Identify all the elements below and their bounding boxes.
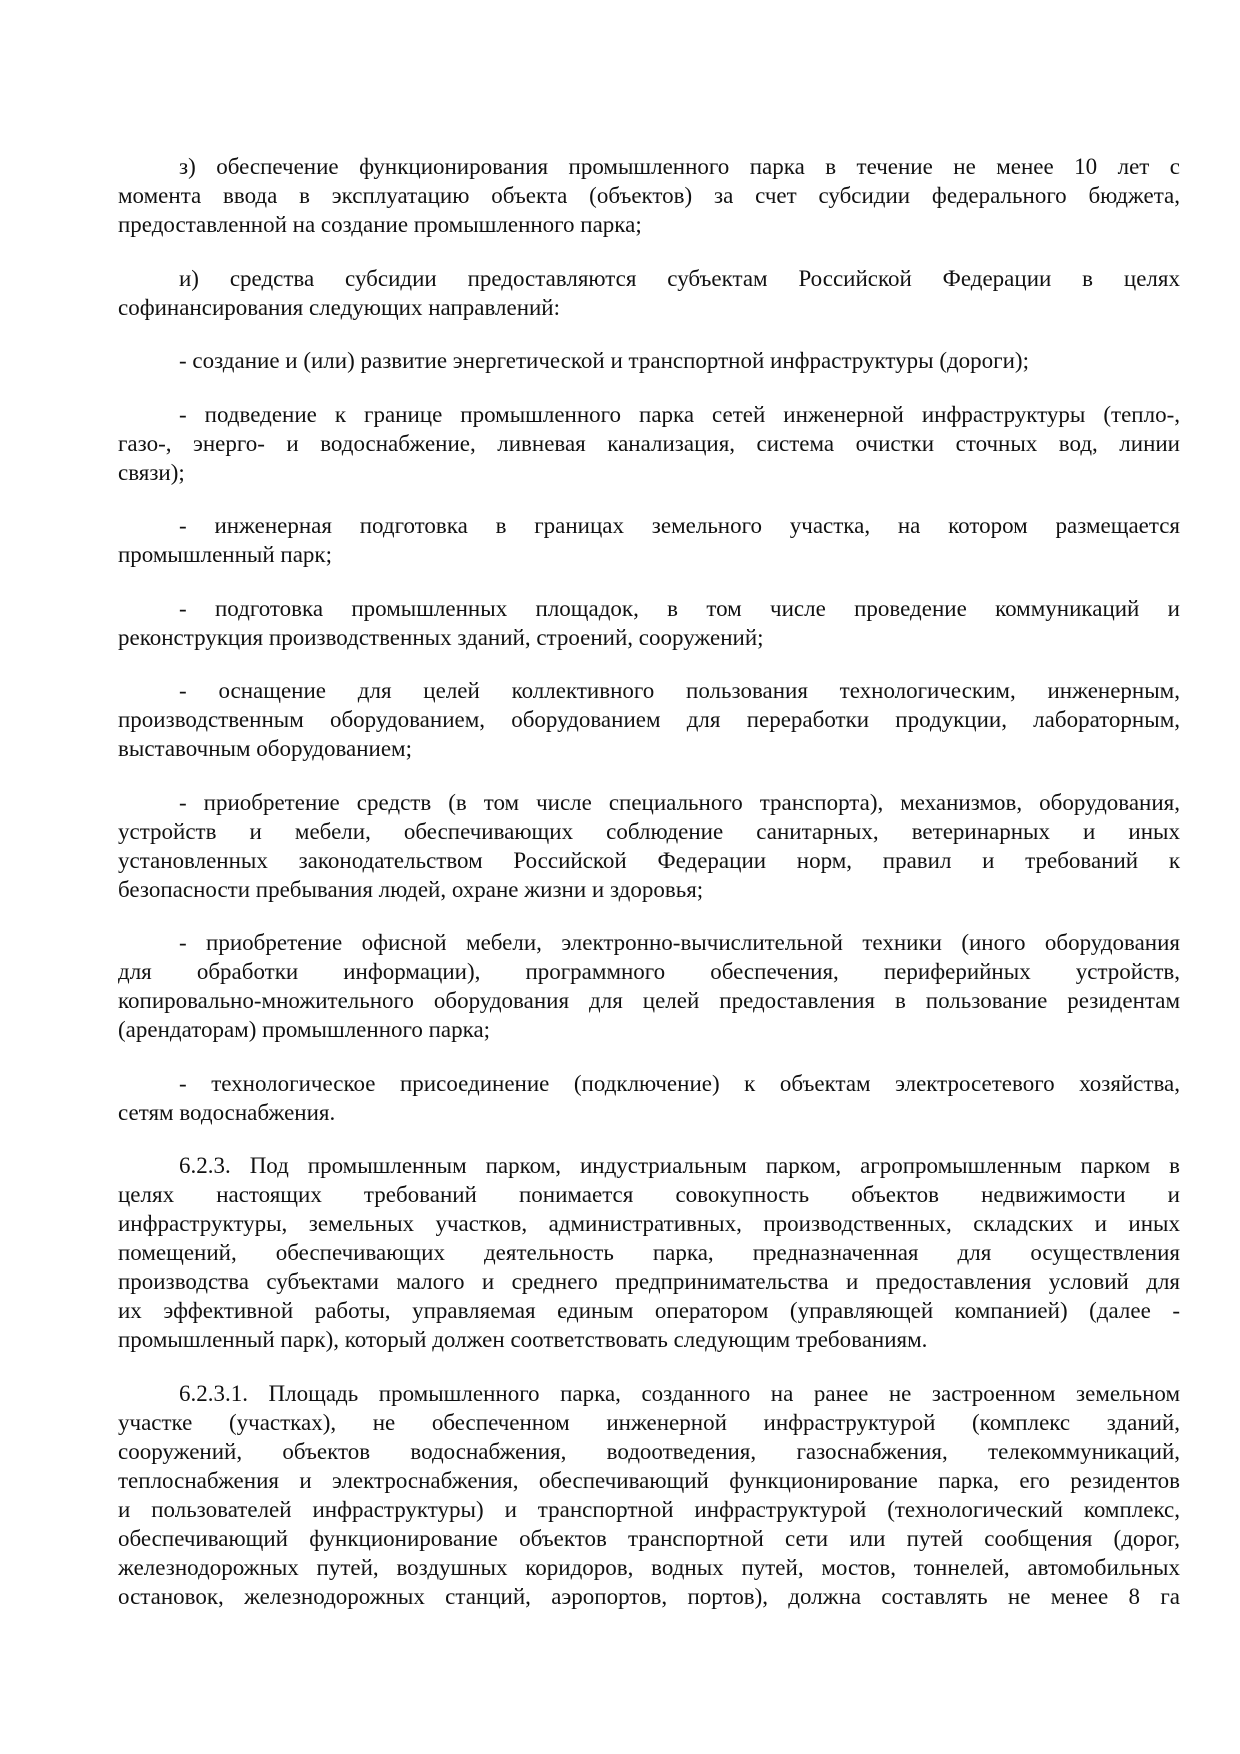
paragraph xyxy=(118,511,1180,569)
text-line: теплоснабжения и электроснабжения, обеспечивающий функционирование парка, его резидентов xyxy=(118,1467,1180,1493)
text-line: помещений, обеспечивающих деятельность парка, предназначенная для осуществления xyxy=(118,1240,1180,1265)
paragraph xyxy=(118,928,1180,1044)
text-line: копировально-множительного оборудования для целей предоставления в пользование резидентам xyxy=(118,988,1180,1013)
text-line: производственным оборудованием, оборудованием для переработки продукции, лабораторным, xyxy=(118,707,1180,732)
text-line: - подведение к границе промышленного парка сетей инженерной инфраструктуры (тепло-, xyxy=(179,401,1180,427)
text-line: устройств и мебели, обеспечивающих соблюдение санитарных, ветеринарных и иных xyxy=(118,818,1180,844)
text-line: - приобретение офисной мебели, электронно-вычислительной техники (иного оборудования xyxy=(179,930,1180,955)
text-line: предоставленной на создание промышленного парка; xyxy=(118,212,642,237)
text-line: - создание и (или) развитие энергетической и транспортной инфраструктуры (дороги); xyxy=(179,348,1029,373)
text-line: - приобретение средств (в том числе специального транспорта), механизмов, оборудования, xyxy=(179,789,1180,815)
text-line: выставочным оборудованием; xyxy=(118,736,412,761)
paragraph xyxy=(118,788,1180,904)
paragraph xyxy=(118,1379,1180,1611)
text-line: - технологическое присоединение (подключение) к объектам электросетевого хозяйства, xyxy=(179,1070,1180,1096)
text-line: остановок, железнодорожных станций, аэропортов, портов), должна составлять не менее 8 га xyxy=(118,1583,1180,1609)
text-line: - оснащение для целей коллективного пользования технологическим, инженерным, xyxy=(179,678,1180,703)
text-line: инфраструктуры, земельных участков, административных, производственных, складских и иных xyxy=(118,1211,1180,1236)
text-line: реконструкция производственных зданий, строений, сооружений; xyxy=(118,624,764,650)
text-line: промышленный парк), который должен соответствовать следующим требованиям. xyxy=(118,1327,928,1352)
text-line: - инженерная подготовка в границах земельного участка, на котором размещается xyxy=(179,513,1180,538)
text-line: 6.2.3. Под промышленным парком, индустриальным парком, агропромышленным парком в xyxy=(179,1153,1180,1178)
paragraph xyxy=(118,264,1180,322)
text-line: производства субъектами малого и среднего предпринимательства и предоставления условий для xyxy=(118,1269,1180,1294)
document-page-body xyxy=(118,152,1180,1635)
text-line: их эффективной работы, управляемая единым оператором (управляющей компанией) (далее - xyxy=(118,1298,1180,1323)
text-line: газо-, энерго- и водоснабжение, ливневая канализация, система очистки сточных вод, линии xyxy=(118,430,1180,456)
paragraph xyxy=(118,1069,1180,1127)
text-line: 6.2.3.1. Площадь промышленного парка, созданного на ранее не застроенном земельном xyxy=(179,1380,1180,1406)
paragraph xyxy=(118,1151,1180,1354)
text-line: (арендаторам) промышленного парка; xyxy=(118,1017,491,1042)
text-line: промышленный парк; xyxy=(118,542,332,567)
text-line: железнодорожных путей, воздушных коридоров, водных путей, мостов, тоннелей, автомобильных xyxy=(118,1554,1180,1580)
text-line: для обработки информации), программного обеспечения, периферийных устройств, xyxy=(118,959,1180,984)
text-line: связи); xyxy=(118,459,185,485)
text-line: момента ввода в эксплуатацию объекта (объектов) за счет субсидии федерального бюджета, xyxy=(118,183,1180,208)
paragraph xyxy=(118,676,1180,763)
text-line: софинансирования следующих направлений: xyxy=(118,294,561,320)
paragraph xyxy=(118,346,1180,375)
text-line: и) средства субсидии предоставляются субъектам Российской Федерации в целях xyxy=(179,265,1180,291)
text-line: - подготовка промышленных площадок, в том числе проведение коммуникаций и xyxy=(179,595,1180,621)
text-line: безопасности пребывания людей, охране жизни и здоровья; xyxy=(118,876,704,902)
text-line: з) обеспечение функционирования промышленного парка в течение не менее 10 лет с xyxy=(179,154,1180,179)
paragraph xyxy=(118,400,1180,487)
paragraph xyxy=(118,152,1180,239)
text-line: участке (участках), не обеспеченном инженерной инфраструктурой (комплекс зданий, xyxy=(118,1409,1180,1435)
text-line: целях настоящих требований понимается совокупность объектов недвижимости и xyxy=(118,1182,1180,1207)
text-line: обеспечивающий функционирование объектов транспортной сети или путей сообщения (дорог, xyxy=(118,1525,1180,1551)
text-line: сооружений, объектов водоснабжения, водоотведения, газоснабжения, телекоммуникаций, xyxy=(118,1438,1180,1464)
paragraph xyxy=(118,594,1180,652)
text-line: и пользователей инфраструктуры) и транспортной инфраструктурой (технологический комплекс, xyxy=(118,1496,1180,1522)
text-line: сетям водоснабжения. xyxy=(118,1099,336,1125)
text-line: установленных законодательством Российской Федерации норм, правил и требований к xyxy=(118,847,1180,873)
